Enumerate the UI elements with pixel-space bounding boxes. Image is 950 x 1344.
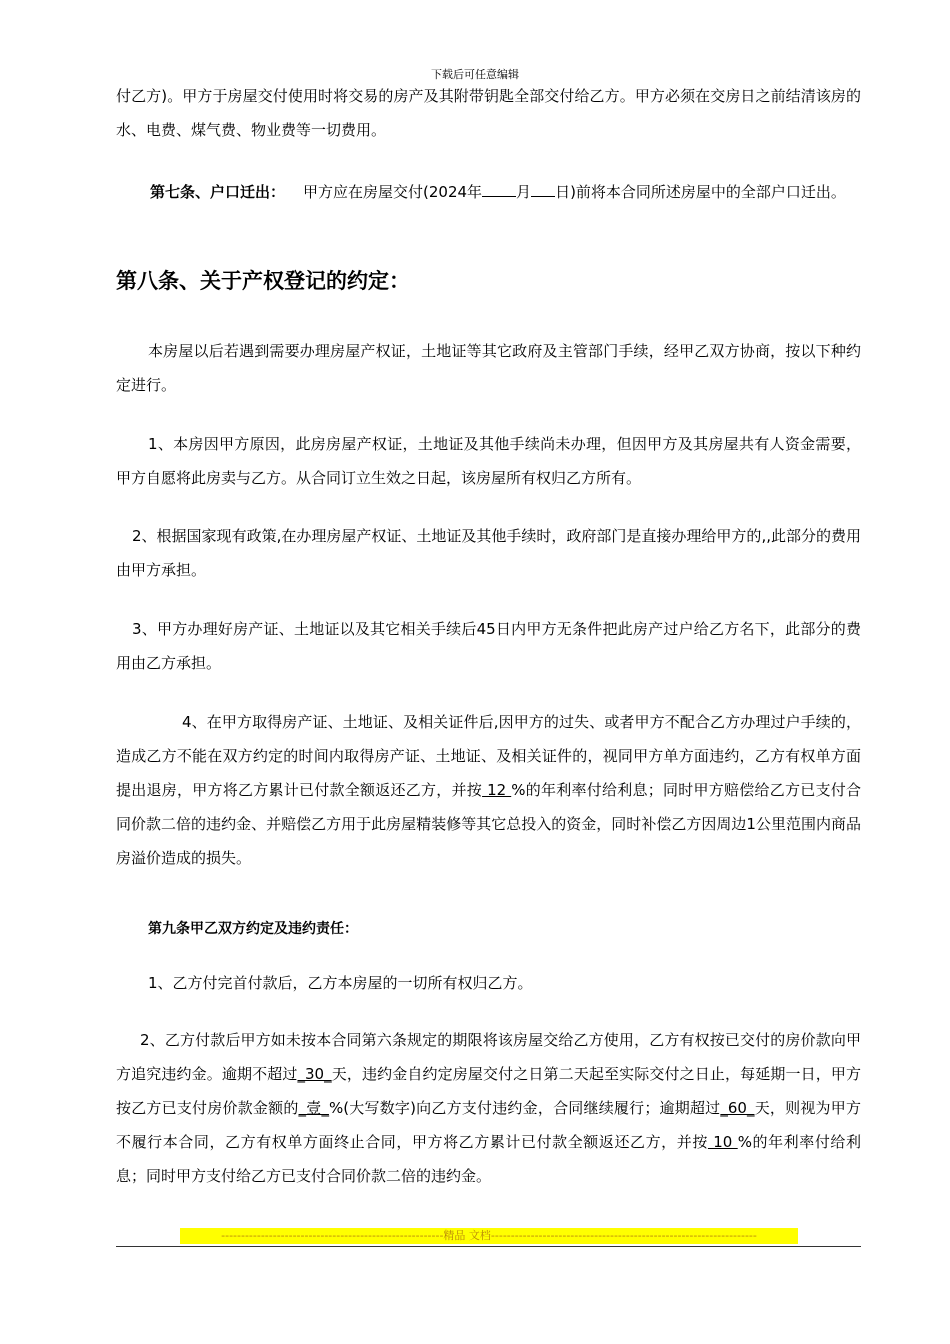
article-8-item-4-b: %的年利率付给利息；同时甲方赔偿给乙方已支付合同价款二倍的违约金、并赔偿乙方用于此房屋精装修等其它总投入的资金，同时补偿乙方因周边1公里范围内商品房溢价造成的损失。 <box>116 781 862 867</box>
article-9-item-2 <box>116 1023 861 1193</box>
article-7-text-1: 甲方应在房屋交付(2024年 <box>303 183 483 201</box>
footer-banner: --------------------------------------------------------精品 文档------------------------------------------------------------------- <box>180 1228 798 1244</box>
day-blank <box>531 180 555 197</box>
paragraph-continuation: 付乙方)。甲方于房屋交付使用时将交易的房产及其附带钥匙全部交付给乙方。甲方必须在交房日之前结清该房的水、电费、煤气费、物业费等一切费用。 <box>116 87 861 139</box>
penalty-percent: _壹_ <box>298 1099 329 1117</box>
article-8-heading: 第八条、关于产权登记的约定： <box>116 269 410 293</box>
article-9-heading: 第九条甲乙双方约定及违约责任： <box>148 921 358 937</box>
article-9-item-1: 1、乙方付完首付款后，乙方本房屋的一切所有权归乙方。 <box>148 974 533 992</box>
article-8-item-4-a: 4、在甲方取得房产证、土地证、及相关证件后,因甲方的过失、或者甲方不配合乙方办理过户手续的，造成乙方不能在双方约定的时间内取得房产证、土地证、及相关证件的，视同甲方单方面违约，乙方有权单方面提出退房，甲方将乙方累计已付款全额返还乙方，并按 <box>116 713 861 799</box>
article-7-text-3: 日)前将本合同所述房屋中的全部户口迁出。 <box>555 183 846 201</box>
overdue-days-60: _60_ <box>720 1099 755 1117</box>
article-8-item-4 <box>116 705 861 875</box>
article-9-item-2-c: %(大写数字)向乙方支付违约金，合同继续履行；逾期超过 <box>328 1099 721 1117</box>
article-8-item-1: 1、本房因甲方原因，此房房屋产权证，土地证及其他手续尚未办理，但因甲方及其房屋共有人资金需要，甲方自愿将此房卖与乙方。从合同订立生效之日起，该房屋所有权归乙方所有。 <box>116 435 861 487</box>
article-7-text-2: 月 <box>516 183 532 201</box>
article-9-item-2-d: 天，则视为甲方不履行本合同，乙方有权单方面终止合同，甲方将乙方累计已付款全额返还乙方，并按 <box>116 1099 861 1151</box>
article-9-item-2-a: 2、乙方付款后甲方如未按本合同第六条规定的期限将该房屋交给乙方使用，乙方有权按已交付的房价款向甲方追究违约金。逾期不超过 <box>116 1031 861 1083</box>
interest-rate-value-2: 10 <box>707 1133 738 1151</box>
interest-rate-value: 12 <box>482 781 512 799</box>
article-9-item-2-e: %的年利率付给利息；同时甲方支付给乙方已支付合同价款二倍的违约金。 <box>116 1133 861 1185</box>
article-7-title: 第七条、户口迁出： <box>150 183 286 201</box>
article-8-item-3: 3、甲方办理好房产证、土地证以及其它相关手续后45日内甲方无条件把此房产过户给乙方名下，此部分的费用由乙方承担。 <box>116 620 861 672</box>
article-8-item-2: 2、根据国家现有政策,在办理房屋产权证、土地证及其他手续时，政府部门是直接办理给甲方的,,此部分的费用由甲方承担。 <box>116 527 861 579</box>
footer-rule <box>116 1246 861 1247</box>
article-8-intro: 本房屋以后若遇到需要办理房屋产权证，土地证等其它政府及主管部门手续，经甲乙双方协商，按以下种约定进行。 <box>116 342 861 394</box>
header-note: 下载后可任意编辑 <box>431 68 519 81</box>
overdue-days-30: _30_ <box>297 1065 332 1083</box>
month-blank <box>482 180 516 197</box>
article-9-item-2-b: 天，违约金自约定房屋交付之日第二天起至实际交付之日止，每延期一日，甲方按乙方已支付房价款金额的 <box>116 1065 861 1117</box>
article-7 <box>116 175 861 209</box>
